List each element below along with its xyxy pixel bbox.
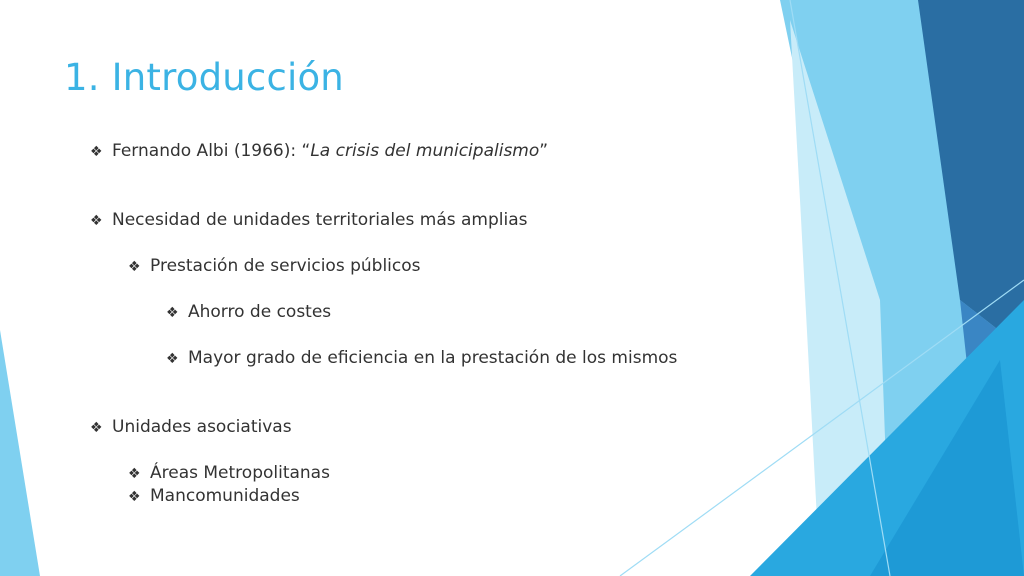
diamond-bullet-icon: ❖ xyxy=(128,489,141,505)
bullet-text-italic: La crisis del municipalismo xyxy=(310,141,540,161)
bullet-item-unidades xyxy=(90,416,292,439)
diamond-bullet-icon: ❖ xyxy=(90,144,103,160)
bullet-item-albi xyxy=(90,140,548,163)
slide-title: 1. Introducción xyxy=(64,56,344,99)
bullet-text-suffix: ” xyxy=(539,141,549,161)
left-sliver-shape xyxy=(0,330,40,576)
diamond-bullet-icon: ❖ xyxy=(166,351,179,367)
bullet-item-prestacion xyxy=(128,255,421,278)
bullet-text: Áreas Metropolitanas xyxy=(150,463,330,483)
bullet-item-necesidad xyxy=(90,209,528,232)
diamond-bullet-icon: ❖ xyxy=(166,305,179,321)
bullet-text: Mancomunidades xyxy=(150,486,300,506)
bullet-item-ahorro xyxy=(166,301,331,324)
bullet-text: Necesidad de unidades territoriales más amplias xyxy=(112,210,528,230)
bullet-text: Unidades asociativas xyxy=(112,417,292,437)
bullet-text: Ahorro de costes xyxy=(188,302,332,322)
bullet-item-areas xyxy=(128,462,330,485)
bullet-text: Mayor grado de eficiencia en la prestación de los mismos xyxy=(188,348,678,368)
bullet-item-mancomunidades xyxy=(128,485,300,508)
diamond-bullet-icon: ❖ xyxy=(128,466,141,482)
bullet-item-eficiencia xyxy=(166,347,677,370)
diamond-bullet-icon: ❖ xyxy=(128,259,141,275)
diamond-bullet-icon: ❖ xyxy=(90,213,103,229)
diamond-bullet-icon: ❖ xyxy=(90,420,103,436)
bullet-text-prefix: Fernando Albi (1966): “ xyxy=(112,141,311,161)
bullet-text: Prestación de servicios públicos xyxy=(150,256,421,276)
